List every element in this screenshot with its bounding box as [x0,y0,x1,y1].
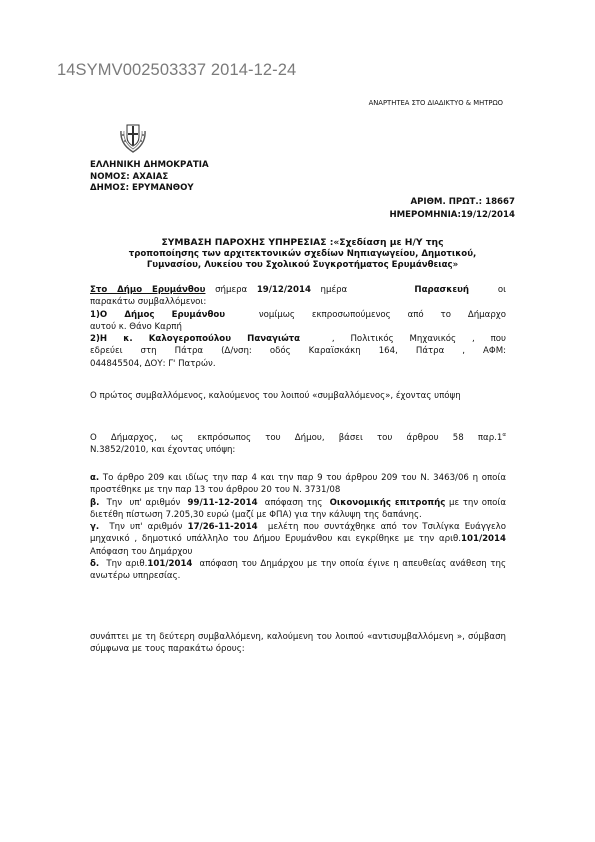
item-b-text: με την οποία διετέθη πίστωση 7.205,30 ευρώ (μαζί με ΦΠΑ) για την κάλυψη της δαπάνης. [90,497,506,520]
intro-text: οι [469,285,506,295]
item-b-committee: Οικονομικής επιτροπής [329,497,446,508]
document-title [90,237,515,272]
intro-paragraph [90,284,506,370]
item-a-label: α. [90,473,100,483]
item-b [90,497,506,522]
mayor-sup: α [502,432,506,439]
party-1-text-2: αυτού κ. Θάνο Καρπή [90,321,182,332]
item-a-text: Το άρθρο 209 και ιδίως την παρ 4 και την παρ 9 του άρθρου 209 του Ν. 3463/06 η οποία προστέθηκε με την παρ 13 του άρθρου 20 του Ν. 3731/08 [90,473,506,496]
document-id: 14SYMV002503337 2014-12-24 [57,61,297,79]
item-b-text: απόφαση της [257,497,330,508]
publish-note: ΑΝΑΡΤΗΤΕΑ ΣΤΟ ΔΙΑΔΙΚΤΥΟ & ΜΗΤΡΩΟ [368,99,503,107]
item-d-text: Την αριθ. [99,559,148,570]
considerations-list [90,472,512,583]
protocol-block [389,196,515,221]
item-d-number: 101/2014 [147,559,193,570]
closing-paragraph: συνάπτει με τη δεύτερη συμβαλλόμενη, καλούμενη του λοιπού «αντισυμβαλλόμενη », σύμβαση σύμφωνα με τους παρακάτω όρους: [90,632,506,655]
item-b-text: Την υπ' αριθμόν [99,497,188,508]
item-d-label: δ. [90,559,100,570]
item-d [90,558,509,583]
greek-emblem-icon [118,122,148,154]
item-c-text: μελέτη που συντάχθηκε από τον Τσιλίγκα Ευάγγελο μηχανικό , δημοτικό υπάλληλο του Δήμου Ερυμάνθου και εγκρίθηκε με την αριθ. [90,522,512,545]
party-2-name: 2)Η κ. Καλογεροπούλου Παναγιώτα [90,334,301,345]
item-c-number: 17/26-11-2014 [187,522,258,533]
intro-text: σήμερα [205,285,257,295]
first-party-note: Ο πρώτος συμβαλλόμενος, καλούμενος του λοιπού «συμβαλλόμενος», έχοντας υπόψη [90,391,461,401]
title-line-3: Γυμνασίου, Λυκείου του Σχολικού Συγκροτήματος Ερυμάνθειας» [146,260,459,271]
party-1-name: 1)Ο Δήμος Ερυμάνθου [90,309,226,320]
intro-line-2: παρακάτω συμβαλλόμενοι: [90,297,207,308]
party-2-text: , Πολιτικός Μηχανικός , που [300,334,506,345]
title-line-1: ΣΥΜΒΑΣΗ ΠΑΡΟΧΗΣ ΥΠΗΡΕΣΙΑΣ :«Σχεδίαση με Η/Υ της [161,237,444,248]
party-1-text: νομίμως εκπροσωπούμενος από το Δήμαρχο [225,309,506,320]
item-a [90,472,506,497]
item-c-label: γ. [90,522,100,533]
mayor-text: Ο Δήμαρχος, ως εκπρόσωπος του Δήμου, βάσει του άρθρου 58 παρ.1 [90,433,503,443]
intro-day: Παρασκευή [414,285,470,295]
item-c-text: Απόφαση του Δημάρχου [90,534,512,557]
intro-text: ημέρα [310,285,415,295]
party-2-text-3: 044845504, ΔΟΥ: Γ' Πατρών. [90,358,216,369]
issuer-block [90,160,209,195]
item-d-text: απόφαση του Δημάρχου με την οποία έγινε η απευθείας ανάθεση της ανωτέρω υπηρεσίας. [90,559,509,582]
mayor-paragraph [90,432,506,457]
issuer-municipality: ΔΗΜΟΣ: ΕΡΥΜΑΝΘΟΥ [90,183,194,194]
issuer-prefecture: ΝΟΜΟΣ: ΑΧΑΙΑΣ [90,171,169,182]
intro-date: 19/12/2014 [256,285,311,295]
item-c-text: Την υπ' αριθμόν [99,522,188,533]
item-c [90,521,512,558]
protocol-number: ΑΡΙΘΜ. ΠΡΩΤ.: 18667 [410,197,515,207]
mayor-text-2: Ν.3852/2010, και έχοντας υπόψη: [90,445,236,456]
item-b-number: 99/11-12-2014 [187,497,258,508]
protocol-date: ΗΜΕΡΟΜΗΝΙΑ:19/12/2014 [389,209,515,220]
issuer-country: ΕΛΛΗΝΙΚΗ ΔΗΜΟΚΡΑΤΙΑ [90,160,209,170]
intro-place: Στο Δήμο Ερυμάνθου [90,285,206,295]
title-line-2: τροποποίησης των αρχιτεκτονικών σχεδίων Νηπιαγωγείου, Δημοτικού, [128,248,477,259]
party-2-text-2: εδρεύει στη Πάτρα (Δ/νση: οδός Καραϊσκάκη 164, Πάτρα , ΑΦΜ: [90,346,506,357]
item-b-label: β. [90,497,100,508]
item-c-decision: 101/2014 [461,534,506,545]
